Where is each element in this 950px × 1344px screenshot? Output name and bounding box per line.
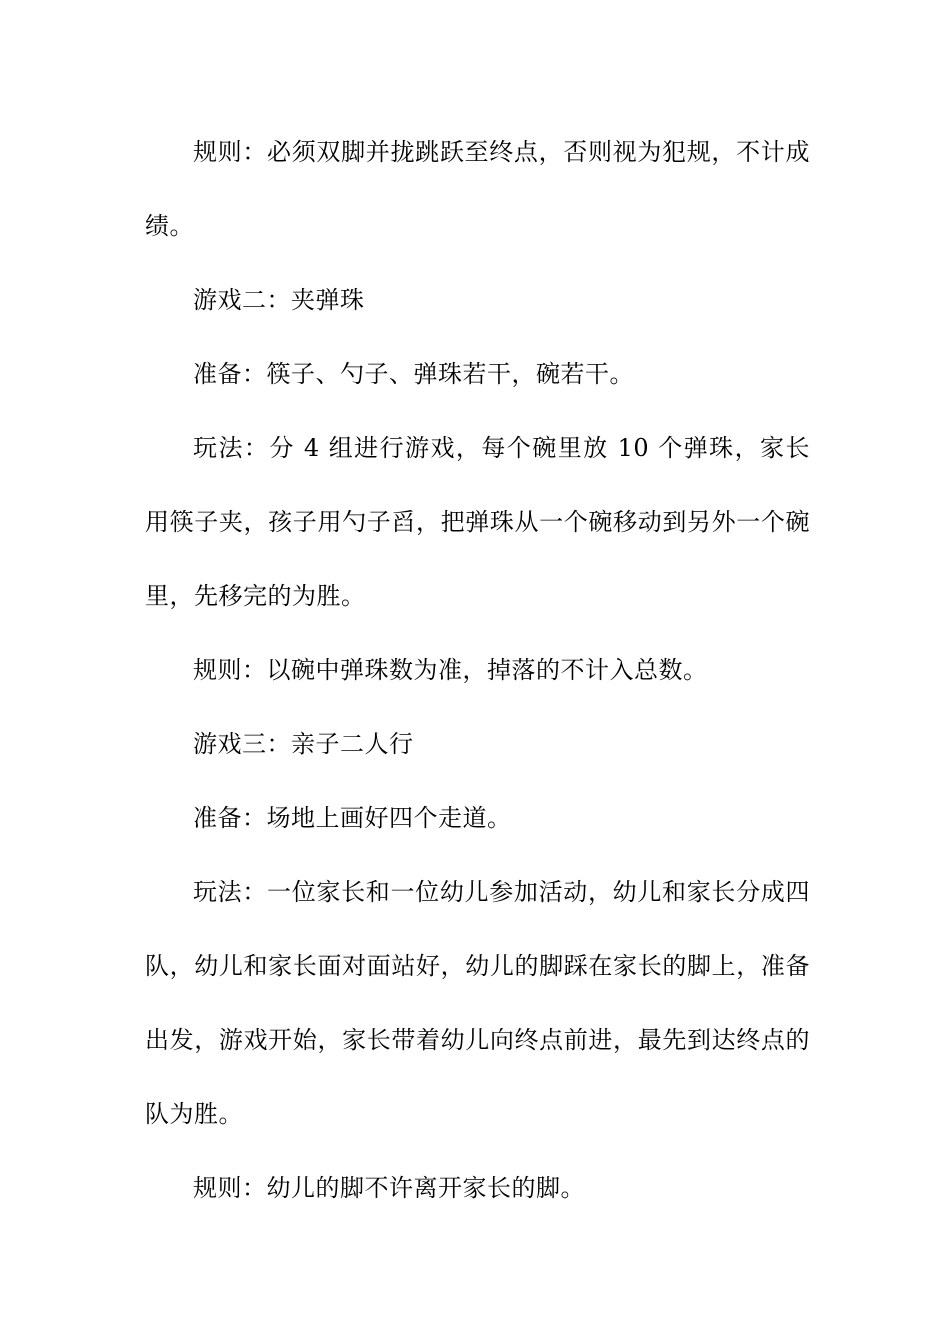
paragraph-preparation-game-three: 准备：场地上画好四个走道。	[193, 804, 512, 832]
heading-game-three: 游戏三：亲子二人行	[193, 730, 414, 758]
paragraph-method-game-three: 玩法：一位家长和一位幼儿参加活动，幼儿和家长分成四队，幼儿和家长面对面站好，幼儿的脚踩在家长的脚上，准备出发，游戏开始，家长带着幼儿向终点前进，最先到达终点的队为胜。	[145, 878, 810, 1128]
paragraph-rule-game-three: 规则：幼儿的脚不许离开家长的脚。	[193, 1174, 585, 1202]
paragraph-method-game-two: 玩法：分 4 组进行游戏，每个碗里放 10 个弹珠，家长用筷子夹，孩子用勺子舀，把弹珠从一个碗移动到另外一个碗里，先移完的为胜。	[145, 434, 810, 610]
document-body	[145, 115, 810, 1225]
heading-game-two: 游戏二：夹弹珠	[193, 286, 365, 314]
paragraph-rule-game-one: 规则：必须双脚并拢跳跃至终点，否则视为犯规，不计成绩。	[145, 138, 810, 240]
paragraph-rule-game-two: 规则：以碗中弹珠数为准，掉落的不计入总数。	[193, 656, 708, 684]
paragraph-preparation-game-two: 准备：筷子、勺子、弹珠若干，碗若干。	[193, 360, 634, 388]
